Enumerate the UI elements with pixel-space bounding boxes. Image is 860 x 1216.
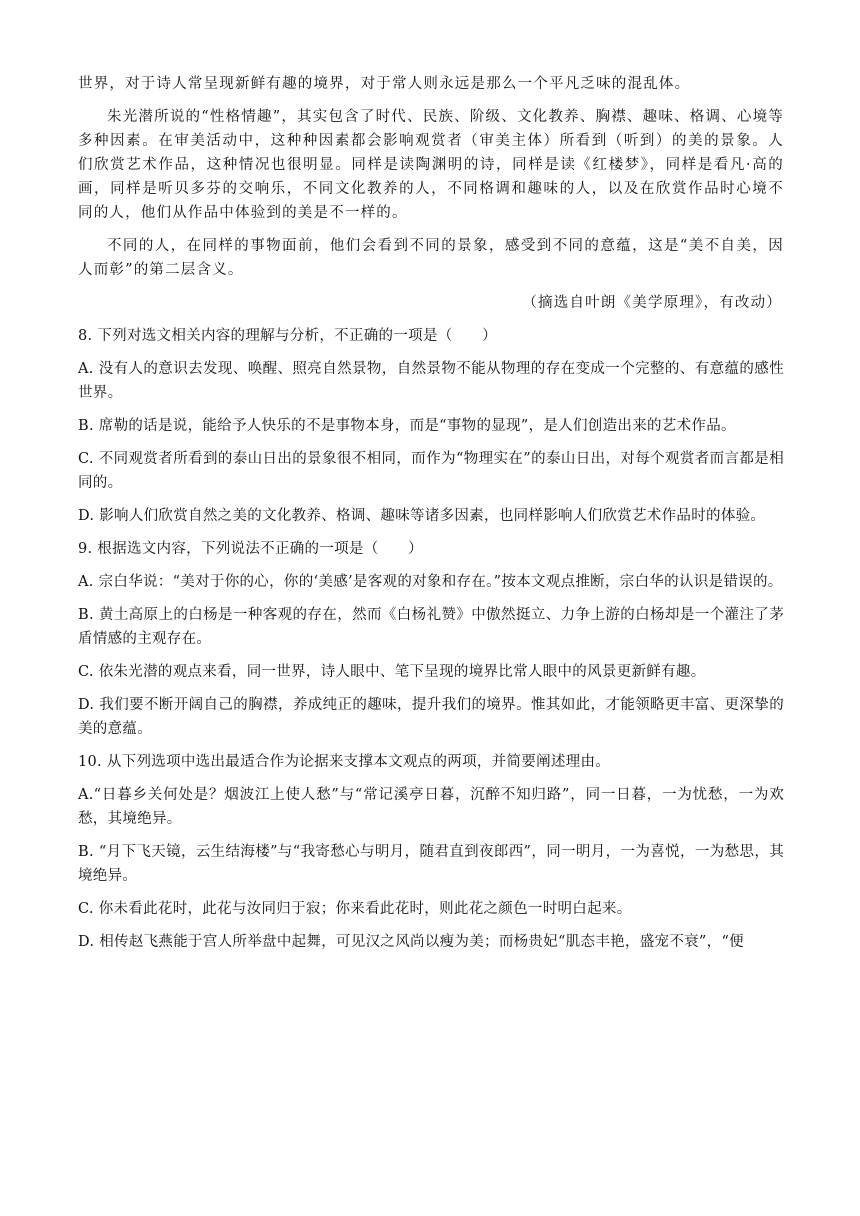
reading-passage (78, 72, 784, 315)
question-8 (78, 324, 784, 528)
question-stem: 8. 下列对选文相关内容的理解与分析，不正确的一项是（ ） (78, 328, 497, 344)
question-9 (78, 537, 784, 741)
passage-source: （摘选自叶朗《美学原理》，有改动） (522, 295, 782, 311)
question-stem: 9. 根据选文内容，下列说法不正确的一项是（ ） (78, 541, 423, 557)
question-option: C. 依朱光潜的观点来看，同一世界，诗人眼中、笔下呈现的境界比常人眼中的风景更新鲜有趣。 (78, 664, 706, 680)
question-list (78, 324, 784, 954)
question-option: A. 宗白华说：“美对于你的心，你的‘美感’是客观的对象和存在。”按本文观点推断，宗白华的认识是错误的。 (78, 574, 783, 590)
question-10 (78, 750, 784, 954)
question-option: D. 影响人们欣赏自然之美的文化教养、格调、趣味等诸多因素，也同样影响人们欣赏艺术作品时的体验。 (78, 508, 766, 524)
question-option: C. 不同观赏者所看到的泰山日出的景象很不相同，而作为“物理实在”的泰山日出，对每个观赏者而言都是相同的。 (78, 451, 784, 491)
question-option: B. “月下飞天镜，云生结海楼”与“我寄愁心与明月，随君直到夜郎西”，同一明月，一为喜悦，一为愁思，其境绝异。 (78, 844, 784, 884)
question-option: D. 相传赵飞燕能于宫人所举盘中起舞，可见汉之风尚以瘦为美；而杨贵妃“肌态丰艳，盛宠不衰”，“便 (78, 934, 744, 950)
question-option: C. 你未看此花时，此花与汝同归于寂；你来看此花时，则此花之颜色一时明白起来。 (78, 901, 632, 917)
question-option: D. 我们要不断开阔自己的胸襟，养成纯正的趣味，提升我们的境界。惟其如此，才能领略更丰富、更深挚的美的意蕴。 (78, 697, 784, 737)
passage-paragraph: 世界，对于诗人常呈现新鲜有趣的境界，对于常人则永远是那么一个平凡乏味的混乱体。 (78, 76, 691, 92)
question-option: B. 黄土高原上的白杨是一种客观的存在，然而《白杨礼赞》中傲然挺立、力争上游的白杨却是一个灌注了茅盾情感的主观存在。 (78, 607, 784, 647)
page-content (78, 72, 784, 963)
passage-paragraph: 朱光潜所说的“性格情趣”，其实包含了时代、民族、阶级、文化教养、胸襟、趣味、格调、心境等多种因素。在审美活动中，这种种因素都会影响观赏者（审美主体）所看到（听到）的美的景象。人们欣赏艺术作品，这种情况也很明显。同样是读陶渊明的诗，同样是读《红楼梦》，同样是看凡·高的画，同样是听贝多芬的交响乐，不同文化教养的人，不同格调和趣味的人，以及在欣赏作品时心境不同的人，他们从作品中体验到的美是不一样的。 (78, 109, 784, 221)
question-option: B. 席勒的话是说，能给予人快乐的不是事物本身，而是“事物的显现”，是人们创造出来的艺术作品。 (78, 418, 736, 434)
question-option: A.“日暮乡关何处是？烟波江上使人愁”与“常记溪亭日暮，沉醉不知归路”，同一日暮，一为忧愁，一为欢愁，其境绝异。 (78, 787, 784, 827)
question-stem: 10. 从下列选项中选出最适合作为论据来支撑本文观点的两项，并简要阐述理由。 (78, 754, 611, 770)
question-option: A. 没有人的意识去发现、唤醒、照亮自然景物，自然景物不能从物理的存在变成一个完整的、有意蕴的感性世界。 (78, 361, 784, 401)
passage-paragraph: 不同的人，在同样的事物面前，他们会看到不同的景象，感受到不同的意蕴，这是“美不自美，因人而彰”的第二层含义。 (78, 238, 784, 278)
